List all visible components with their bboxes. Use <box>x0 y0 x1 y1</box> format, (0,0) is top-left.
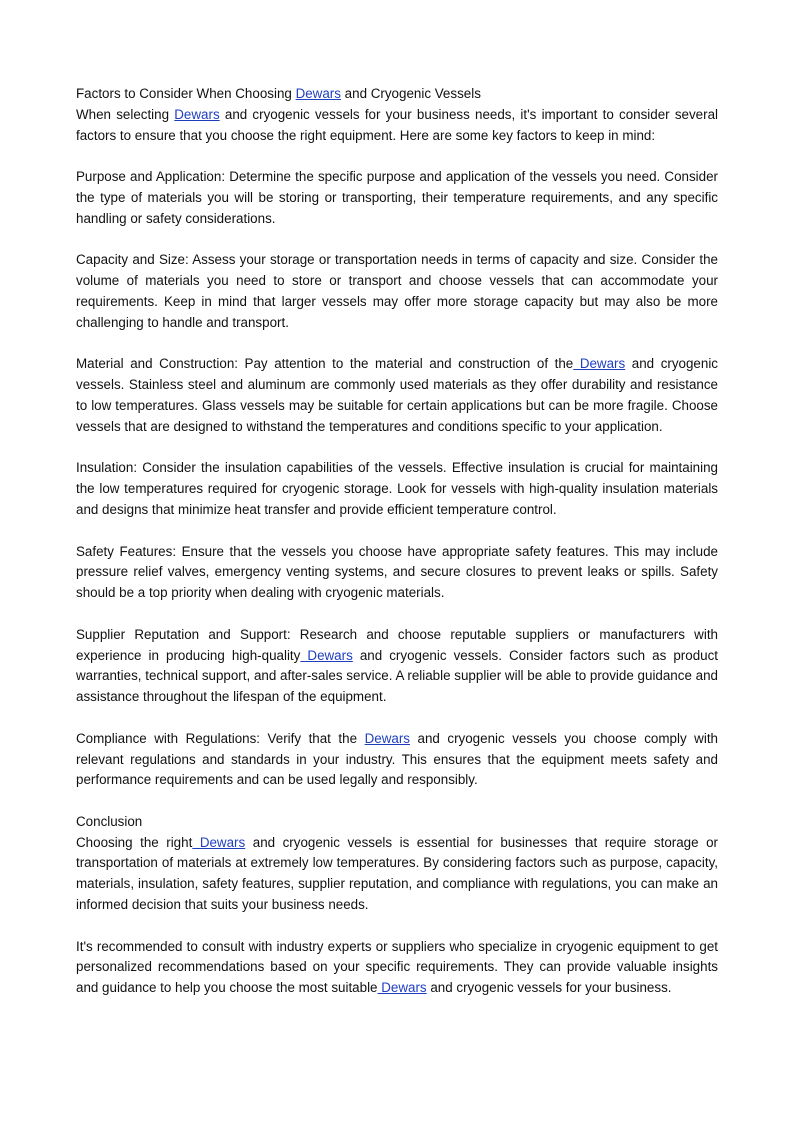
document-page <box>76 84 718 1020</box>
supplier-text-before: Supplier Reputation and Support: Research and choose reputable suppliers or manufacturers with experience in producing high-quality <box>76 626 718 663</box>
dewars-link[interactable]: Dewars <box>300 647 353 663</box>
supplier-paragraph <box>76 625 718 708</box>
recommendation-text-after: and cryogenic vessels for your business. <box>426 980 672 996</box>
insulation-paragraph: Insulation: Consider the insulation capabilities of the vessels. Effective insulation is crucial for maintaining the low temperatures required for cryogenic storage. Look for vessels with high-quality insulation materials and designs that minimize heat transfer and provide efficient temperature control. <box>76 460 718 517</box>
compliance-text-before: Compliance with Regulations: Verify that the <box>76 730 365 746</box>
intro-text-before: When selecting <box>76 106 175 122</box>
supplier-text-after: and cryogenic vessels. Consider factors such as product warranties, technical support, and after-sales service. A reliable supplier will be able to provide guidance and assistance throughout the lifespan of the equipment. <box>76 647 718 705</box>
material-paragraph <box>76 354 718 437</box>
conclusion-paragraph <box>76 833 718 916</box>
dewars-link[interactable]: Dewars <box>364 730 410 746</box>
compliance-text-after: and cryogenic vessels you choose comply with relevant regulations and standards in your industry. This ensures that the equipment meets safety and performance requirements and can be used legally and responsibly. <box>76 730 718 788</box>
document-title <box>76 84 718 105</box>
dewars-link[interactable]: Dewars <box>174 106 220 122</box>
dewars-link[interactable]: Dewars <box>192 834 246 850</box>
material-text-before: Material and Construction: Pay attention to the material and construction of the <box>76 356 574 372</box>
dewars-link[interactable]: Dewars <box>573 356 626 372</box>
title-text-before: Factors to Consider When Choosing <box>76 86 296 101</box>
dewars-link[interactable]: Dewars <box>377 980 427 996</box>
purpose-paragraph: Purpose and Application: Determine the specific purpose and application of the vessels you need. Consider the type of materials you will be storing or transporting, their temperature requirements, and any specific handling or safety considerations. <box>76 169 718 226</box>
conclusion-text-before: Choosing the right <box>76 834 193 850</box>
material-text-after: and cryogenic vessels. Stainless steel and aluminum are commonly used materials as they offer durability and resistance to low temperatures. Glass vessels may be suitable for certain applications but can be more fragile. Choose vessels that are designed to withstand the temperatures and conditions specific to your application. <box>76 356 718 434</box>
recommendation-text-before: It's recommended to consult with industry experts or suppliers who specialize in cryogenic equipment to get personalized recommendations based on your specific requirements. They can provide valuable insights and guidance to help you choose the most suitable <box>76 938 718 996</box>
compliance-paragraph <box>76 729 718 791</box>
conclusion-text-after: and cryogenic vessels is essential for businesses that require storage or transportation of materials at extremely low temperatures. By considering factors such as purpose, capacity, materials, insulation, safety features, supplier reputation, and compliance with regulations, you can make an informed decision that suits your business needs. <box>76 834 718 913</box>
capacity-paragraph: Capacity and Size: Assess your storage or transportation needs in terms of capacity and size. Consider the volume of materials you need to store or transport and choose vessels that can accommodate your requirements. Keep in mind that larger vessels may offer more storage capacity but may also be more challenging to handle and transport. <box>76 252 718 330</box>
recommendation-paragraph <box>76 937 718 999</box>
intro-text-after: and cryogenic vessels for your business needs, it's important to consider several factors to ensure that you choose the right equipment. Here are some key factors to keep in mind: <box>76 106 718 143</box>
intro-paragraph <box>76 105 718 147</box>
conclusion-heading: Conclusion <box>76 813 143 829</box>
dewars-link[interactable]: Dewars <box>295 86 341 101</box>
title-text-after: and Cryogenic Vessels <box>340 86 481 101</box>
safety-paragraph: Safety Features: Ensure that the vessels you choose have appropriate safety features. This may include pressure relief valves, emergency venting systems, and secure closures to prevent leaks or spills. Safety should be a top priority when dealing with cryogenic materials. <box>76 543 718 601</box>
